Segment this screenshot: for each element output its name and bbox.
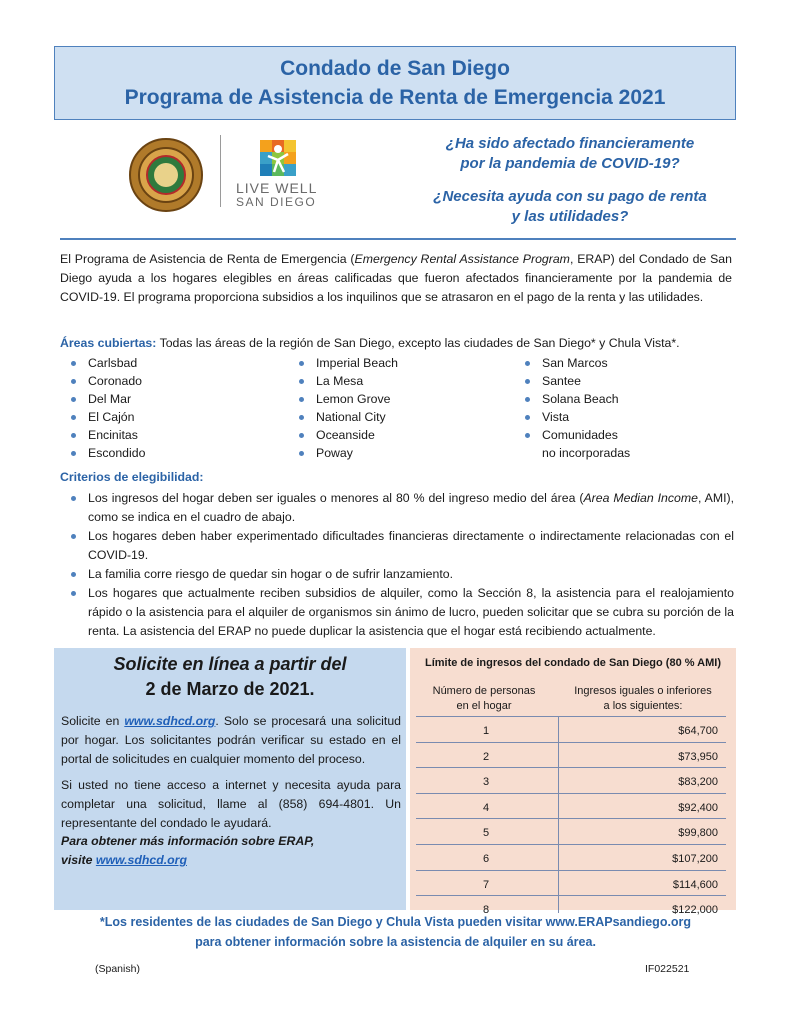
list-item: Imperial Beach bbox=[290, 354, 398, 372]
apply-heading: Solicite en línea a partir del bbox=[113, 654, 347, 674]
criteria-item: Los hogares que actualmente reciben subsidios de alquiler, como la Sección 8, la asistencia para el realojamiento rápido o la asistencia para el alquiler de organismos sin ánimo de lucro, pueden solicitar que se cubra su porción de la renta. La asistencia del ERAP no puede duplicar la asistencia que el hogar está recibiendo actualmente. bbox=[62, 584, 734, 641]
list-item-continuation: no incorporadas bbox=[542, 446, 631, 460]
intro-paragraph: El Programa de Asistencia de Renta de Emergencia (Emergency Rental Assistance Program, ERAP) del Condado de San Diego ayuda a los hogares elegibles en áreas calificadas que fueron afectados financieramente por la pandemia de COVID-19. El programa proporciona subsidios a los inquilinos que se atrasaron en el pago de la renta y las utilidades. bbox=[60, 252, 732, 304]
eligibility-list bbox=[62, 489, 734, 641]
table-row: 8 $122,000 bbox=[416, 895, 726, 921]
list-item: Poway bbox=[290, 444, 398, 462]
apply-instructions: Solicite en www.sdhcd.org. Solo se procesará una solicitud por hogar. Los solicitantes podrán verificar su estado en el portal de solicitudes en cualquier momento del proceso. bbox=[61, 714, 401, 766]
county-seal-icon bbox=[129, 138, 203, 212]
table-row: 2 $73,950 bbox=[416, 742, 726, 768]
list-item: Del Mar bbox=[62, 390, 145, 408]
eligibility-heading: Criterios de elegibilidad: bbox=[60, 470, 204, 484]
live-well-logo-icon bbox=[260, 140, 296, 176]
list-item: Coronado bbox=[62, 372, 145, 390]
list-item: Carlsbad bbox=[62, 354, 145, 372]
county-title: Condado de San Diego bbox=[280, 57, 510, 80]
table-row: 3 $83,200 bbox=[416, 767, 726, 793]
residents-note-2: para obtener información sobre la asistencia de alquiler en su área. bbox=[195, 935, 596, 949]
table-row: 6 $107,200 bbox=[416, 844, 726, 870]
table-row: 1 $64,700 bbox=[416, 716, 726, 742]
language-label: (Spanish) bbox=[95, 963, 140, 975]
table-title: Límite de ingresos del condado de San Diego (80 % AMI) bbox=[424, 657, 722, 669]
apply-online-box bbox=[54, 648, 406, 910]
list-item: Comunidades bbox=[516, 426, 630, 444]
document-code: IF022521 bbox=[645, 963, 690, 975]
criteria-item: Los hogares deben haber experimentado dificultades financieras directamente o indirectamente relacionadas con el COVID-19. bbox=[62, 527, 734, 565]
list-item: El Cajón bbox=[62, 408, 145, 426]
sdhcd-link[interactable]: www.sdhcd.org bbox=[124, 714, 216, 728]
covered-areas-label: Áreas cubiertas: bbox=[60, 336, 157, 350]
more-info-visit: visite www.sdhcd.org bbox=[61, 853, 187, 867]
question-need-help: ¿Necesita ayuda con su pago de renta y las utilidades? bbox=[433, 188, 707, 225]
column-header-income: Ingresos iguales o inferiores a los siguientes: bbox=[574, 685, 712, 712]
income-limit-table bbox=[410, 648, 736, 917]
criteria-item: La familia corre riesgo de quedar sin hogar o de sufrir lanzamiento. bbox=[62, 565, 734, 584]
logo-divider bbox=[220, 135, 221, 207]
apply-date: 2 de Marzo de 2021. bbox=[145, 679, 315, 699]
table-body bbox=[416, 716, 726, 921]
table-row: 4 $92,400 bbox=[416, 793, 726, 819]
table-row: 5 $99,800 bbox=[416, 818, 726, 844]
list-item: La Mesa bbox=[290, 372, 398, 390]
areas-column-3 bbox=[516, 354, 630, 462]
live-well-text: LIVE WELL bbox=[236, 180, 318, 196]
phone-help-text: Si usted no tiene acceso a internet y necesita ayuda para completar una solicitud, llame al (858) 694-4801. Un representante del condado le ayudará. bbox=[61, 778, 401, 830]
list-item: Solana Beach bbox=[516, 390, 630, 408]
residents-note: *Los residentes de las ciudades de San Diego y Chula Vista pueden visitar www.ERAPsandiego.org bbox=[99, 915, 692, 929]
list-item: Encinitas bbox=[62, 426, 145, 444]
question-affected: ¿Ha sido afectado financieramente por la pandemia de COVID-19? bbox=[445, 135, 695, 172]
list-item: Oceanside bbox=[290, 426, 398, 444]
table-row: 7 $114,600 bbox=[416, 870, 726, 896]
list-item: Escondido bbox=[62, 444, 145, 462]
san-diego-text: SAN DIEGO bbox=[236, 195, 317, 209]
program-title: Programa de Asistencia de Renta de Emergencia 2021 bbox=[124, 86, 666, 109]
covered-areas-line: Áreas cubiertas: Todas las áreas de la región de San Diego, excepto las ciudades de San Diego* y Chula Vista*. bbox=[60, 336, 680, 350]
list-item: National City bbox=[290, 408, 398, 426]
column-header-persons: Número de personas en el hogar bbox=[432, 685, 536, 712]
sdhcd-link[interactable]: www.sdhcd.org bbox=[95, 853, 187, 867]
list-item: San Marcos bbox=[516, 354, 630, 372]
list-item: Lemon Grove bbox=[290, 390, 398, 408]
list-item: Santee bbox=[516, 372, 630, 390]
list-item: Vista bbox=[516, 408, 630, 426]
criteria-item: Los ingresos del hogar deben ser iguales o menores al 80 % del ingreso medio del área (Area Median Income, AMI), como se indica en el cuadro de abajo. bbox=[62, 489, 734, 527]
section-divider bbox=[60, 238, 736, 240]
areas-column-2 bbox=[290, 354, 398, 462]
areas-column-1 bbox=[62, 354, 145, 462]
title-banner bbox=[54, 46, 736, 120]
more-info-text: Para obtener más información sobre ERAP, bbox=[61, 834, 315, 848]
